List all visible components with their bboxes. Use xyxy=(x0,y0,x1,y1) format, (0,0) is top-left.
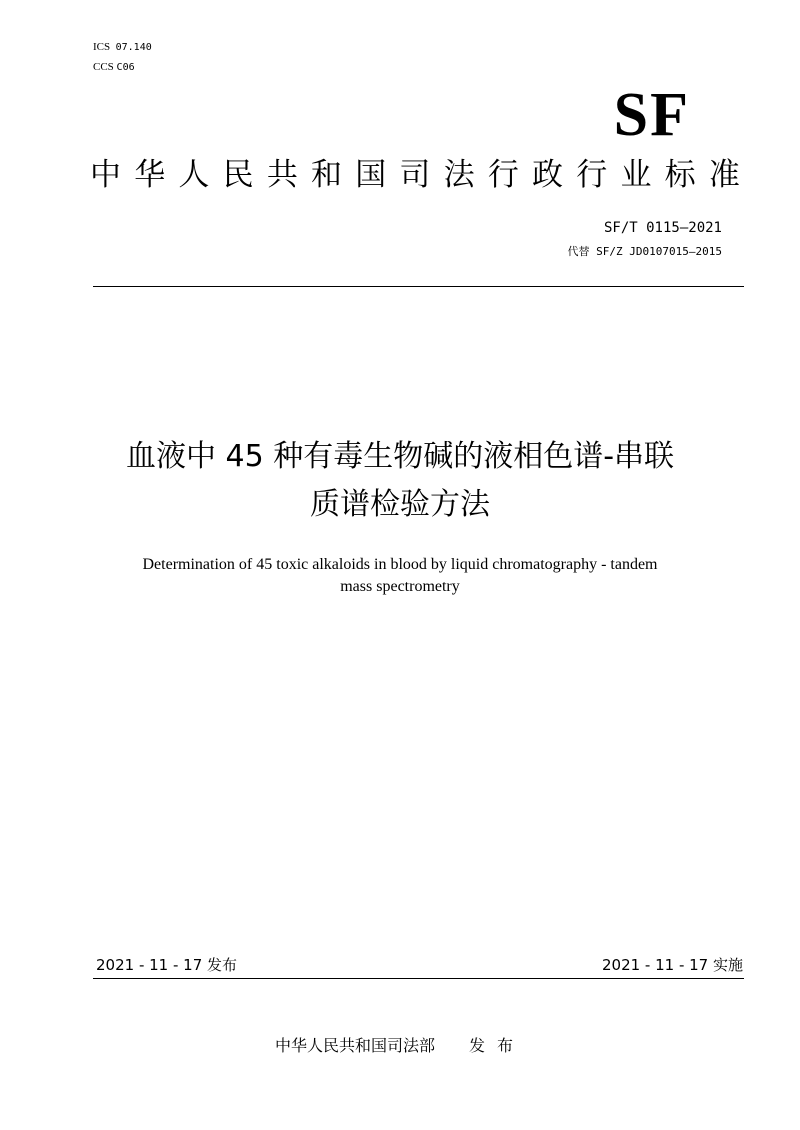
replaces-standard: 代替 SF/Z JD0107015—2015 xyxy=(567,245,722,258)
org-char: 中 xyxy=(90,157,121,193)
english-title-line-2: mass spectrometry xyxy=(340,578,460,595)
ics-classification xyxy=(93,40,152,55)
publisher-name: 中华人民共和国司法部 xyxy=(274,1036,435,1055)
implementation-date: 2021 - 11 - 17 实施 xyxy=(601,956,743,974)
header-divider xyxy=(93,286,744,287)
ics-code: 07.140 xyxy=(115,42,152,53)
org-char: 标 xyxy=(664,157,696,193)
publisher-line xyxy=(0,1035,800,1057)
org-char: 法 xyxy=(443,157,475,193)
org-char: 行 xyxy=(487,157,519,193)
org-char: 共 xyxy=(266,157,298,193)
publish-action: 发布 xyxy=(469,1036,526,1055)
org-char: 民 xyxy=(222,157,254,193)
org-char: 政 xyxy=(532,157,564,193)
standard-number: SF/T 0115—2021 xyxy=(603,220,722,236)
org-char: 行 xyxy=(576,157,608,193)
ccs-code: C06 xyxy=(116,62,135,73)
issue-date: 2021 - 11 - 17 发布 xyxy=(96,956,238,974)
org-char: 华 xyxy=(134,157,166,193)
org-char: 业 xyxy=(620,157,652,193)
ics-label: ICS xyxy=(93,41,111,53)
chinese-title-line-2: 质谱检验方法 xyxy=(310,487,490,522)
ccs-label: CCS xyxy=(93,61,114,73)
sf-logo: SF xyxy=(613,81,690,149)
org-char: 和 xyxy=(311,157,343,193)
org-char: 准 xyxy=(708,157,740,193)
ccs-classification xyxy=(93,60,135,75)
footer-divider xyxy=(93,978,744,979)
org-char: 司 xyxy=(399,157,431,193)
english-title-line-1: Determination of 45 toxic alkaloids in blood by liquid chromatography - tandem xyxy=(142,556,658,573)
organization-title xyxy=(90,155,740,195)
org-char: 人 xyxy=(178,157,210,193)
chinese-title-line-1: 血液中 45 种有毒生物碱的液相色谱-串联 xyxy=(125,439,675,474)
org-char: 国 xyxy=(355,157,387,193)
